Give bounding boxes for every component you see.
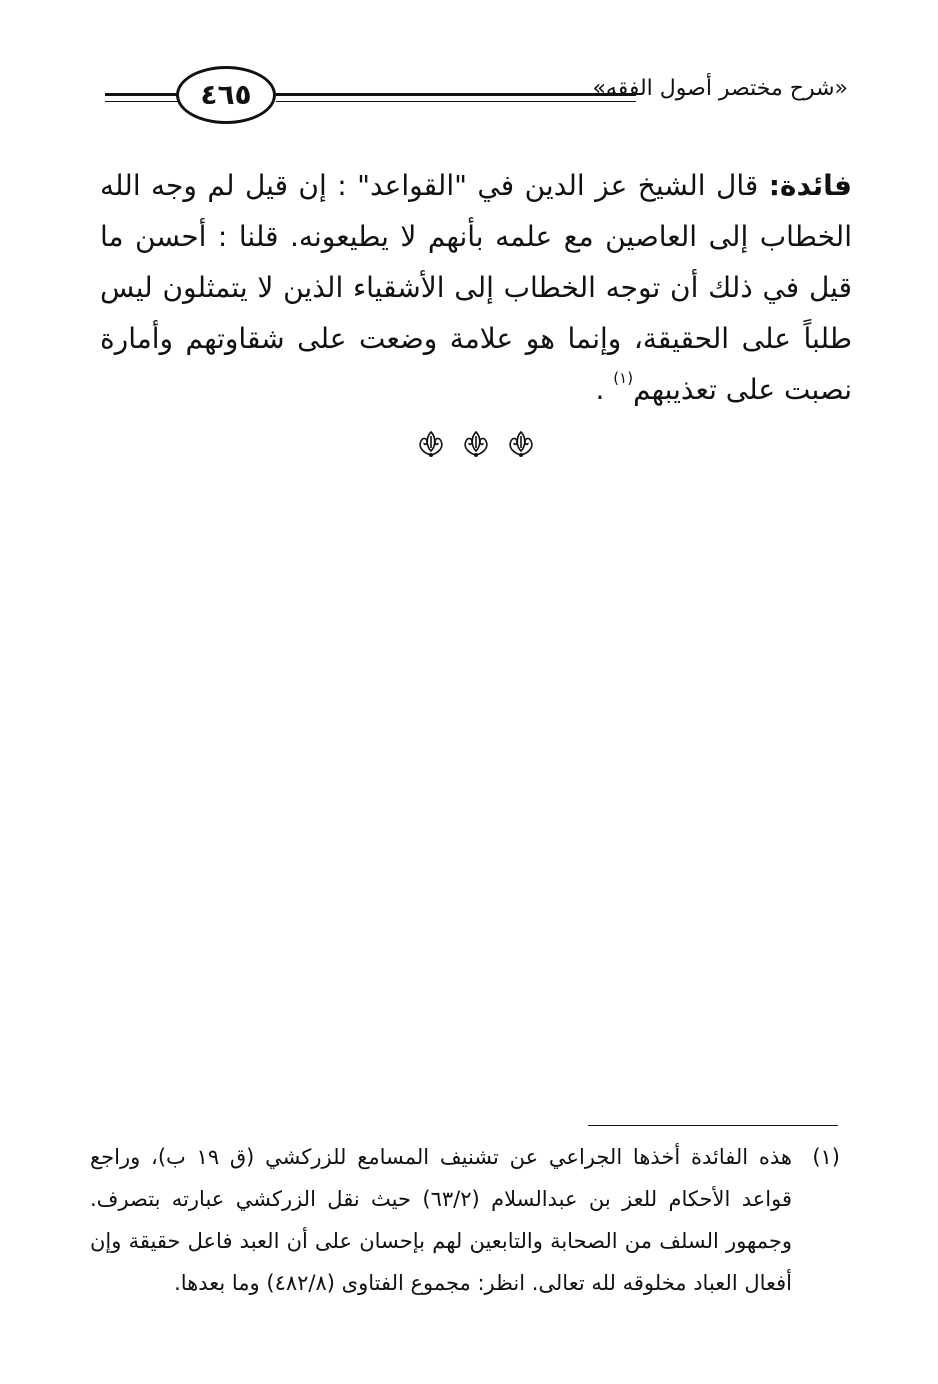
floral-ornament-icon bbox=[414, 428, 448, 458]
paragraph-end: . bbox=[595, 373, 605, 406]
footnote-reference: (١) bbox=[613, 369, 634, 387]
header-rule bbox=[105, 93, 180, 96]
footnotes bbox=[90, 1136, 840, 1304]
header-rule bbox=[276, 101, 636, 102]
running-title: «شرح مختصر أصول الفقه» bbox=[592, 76, 848, 101]
footnote-number: (١) bbox=[812, 1145, 840, 1169]
floral-ornament-icon bbox=[504, 428, 538, 458]
paragraph-text: قال الشيخ عز الدين في "القواعد" : إن قيل لم وجه الله الخطاب إلى العاصين مع علمه بأنهم لا يطيعونه. قلنا : أحسن ما قيل في ذلك أن توجه الخطاب إلى الأشقياء الذين لا يتمثلون ليس طلباً على الحقيقة، وإنما هو علامة وضعت على شقاوتهم وأمارة نصبت على تعذيبهم bbox=[100, 169, 852, 406]
footnote-separator bbox=[588, 1125, 838, 1126]
section-divider-ornaments bbox=[414, 426, 538, 460]
page-number-badge bbox=[176, 66, 276, 124]
footnote-text: هذه الفائدة أخذها الجراعي عن تشنيف المسامع للزركشي (ق ١٩ ب)، وراجع قواعد الأحكام للعز بن عبدالسلام (٦٣/٢) حيث نقل الزركشي عبارته بتصرف. وجمهور السلف من الصحابة والتابعين لهم بإحسان على أن العبد فاعل حقيقة وإن أفعال العباد مخلوقه لله تعالى. انظر: مجموع الفتاوى (٤٨٢/٨) وما بعدها. bbox=[90, 1145, 792, 1295]
page-number: ٤٦٥ bbox=[200, 78, 252, 111]
main-paragraph bbox=[100, 160, 852, 415]
footnote bbox=[90, 1136, 840, 1304]
header-rule bbox=[276, 93, 636, 96]
header-rule bbox=[105, 101, 180, 102]
paragraph-lead: فائدة: bbox=[768, 169, 852, 202]
floral-ornament-icon bbox=[459, 428, 493, 458]
page-header bbox=[0, 0, 938, 140]
